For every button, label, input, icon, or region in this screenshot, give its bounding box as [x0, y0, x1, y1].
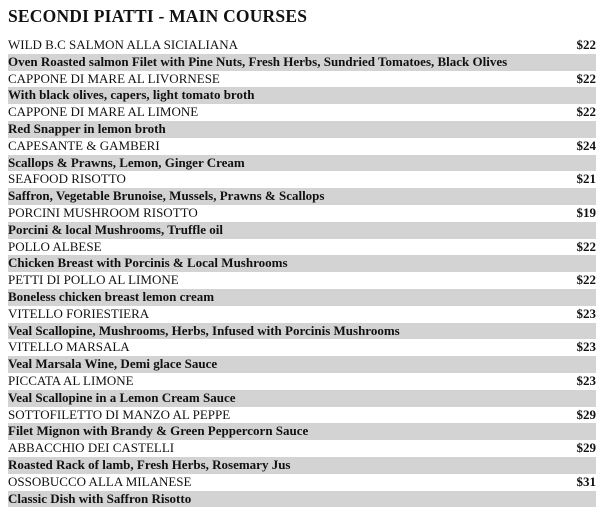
menu-item-price: $22 [576, 70, 596, 86]
menu-item-price: $29 [576, 406, 596, 422]
menu-item-description: Red Snapper in lemon broth [8, 121, 596, 138]
menu-item-name: SEAFOOD RISOTTO [8, 171, 126, 187]
menu-item-name: VITELLO FORIESTIERA [8, 305, 150, 321]
menu-item-price: $23 [576, 305, 596, 321]
menu-item-row [8, 474, 596, 491]
menu-item-name: PICCATA AL LIMONE [8, 372, 134, 388]
menu-item-row [8, 407, 596, 424]
menu-item-row [8, 272, 596, 289]
menu-item-row [8, 138, 596, 155]
menu-item-description: Boneless chicken breast lemon cream [8, 289, 596, 306]
menu-item-description: Scallops & Prawns, Lemon, Ginger Cream [8, 155, 596, 172]
menu-item-description: Oven Roasted salmon Filet with Pine Nuts, Fresh Herbs, Sundried Tomatoes, Black Olives [8, 54, 596, 71]
menu-item-row [8, 71, 596, 88]
menu-item-name: WILD B.C SALMON ALLA SICIALIANA [8, 37, 239, 52]
menu-item-row [8, 104, 596, 121]
menu-item-description: Veal Scallopine, Mushrooms, Herbs, Infused with Porcinis Mushrooms [8, 323, 596, 340]
menu-item-name: OSSOBUCCO ALLA MILANESE [8, 473, 192, 489]
menu-item-name: VITELLO MARSALA [8, 339, 130, 355]
menu-item-name: PORCINI MUSHROOM RISOTTO [8, 204, 198, 220]
menu-item-price: $19 [576, 204, 596, 220]
menu-list [8, 37, 596, 507]
menu-item-row [8, 205, 596, 222]
menu-item-row [8, 171, 596, 188]
menu-item-description: Veal Scallopine in a Lemon Cream Sauce [8, 390, 596, 407]
menu-item-price: $24 [576, 137, 596, 153]
menu-item-name: CAPESANTE & GAMBERI [8, 137, 160, 153]
menu-item-description: Chicken Breast with Porcinis & Local Mushrooms [8, 255, 596, 272]
menu-item-name: ABBACCHIO DEI CASTELLI [8, 440, 175, 456]
menu-item-description: Classic Dish with Saffron Risotto [8, 491, 596, 508]
menu-item-price: $29 [576, 440, 596, 456]
menu-item-description: Porcini & local Mushrooms, Truffle oil [8, 222, 596, 239]
menu-item-price: $31 [576, 473, 596, 489]
menu-item-description: Roasted Rack of lamb, Fresh Herbs, Rosemary Jus [8, 457, 596, 474]
menu-item-row [8, 37, 596, 54]
menu-item-price: $23 [576, 372, 596, 388]
menu-item-price: $23 [576, 339, 596, 355]
menu-section-title: SECONDI PIATTI - MAIN COURSES [8, 6, 308, 26]
menu-item-price: $22 [576, 104, 596, 120]
menu-item-row [8, 373, 596, 390]
menu-item-description: Saffron, Vegetable Brunoise, Mussels, Prawns & Scallops [8, 188, 596, 205]
menu-item-description: Filet Mignon with Brandy & Green Peppercorn Sauce [8, 423, 596, 440]
menu-item-price: $22 [576, 272, 596, 288]
menu-item-row [8, 440, 596, 457]
menu-item-name: CAPPONE DI MARE AL LIVORNESE [8, 70, 220, 86]
menu-item-price: $22 [576, 238, 596, 254]
menu-item-price: $22 [576, 37, 596, 52]
menu-item-name: PETTI DI POLLO AL LIMONE [8, 272, 179, 288]
menu-item-name: CAPPONE DI MARE AL LIMONE [8, 104, 199, 120]
menu-item-price: $21 [576, 171, 596, 187]
menu-item-name: POLLO ALBESE [8, 238, 102, 254]
menu-item-description: Veal Marsala Wine, Demi glace Sauce [8, 356, 596, 373]
menu-item-row [8, 306, 596, 323]
menu-item-name: SOTTOFILETTO DI MANZO AL PEPPE [8, 406, 231, 422]
menu-item-description: With black olives, capers, light tomato broth [8, 87, 596, 104]
menu-item-row [8, 339, 596, 356]
menu-item-row [8, 239, 596, 256]
